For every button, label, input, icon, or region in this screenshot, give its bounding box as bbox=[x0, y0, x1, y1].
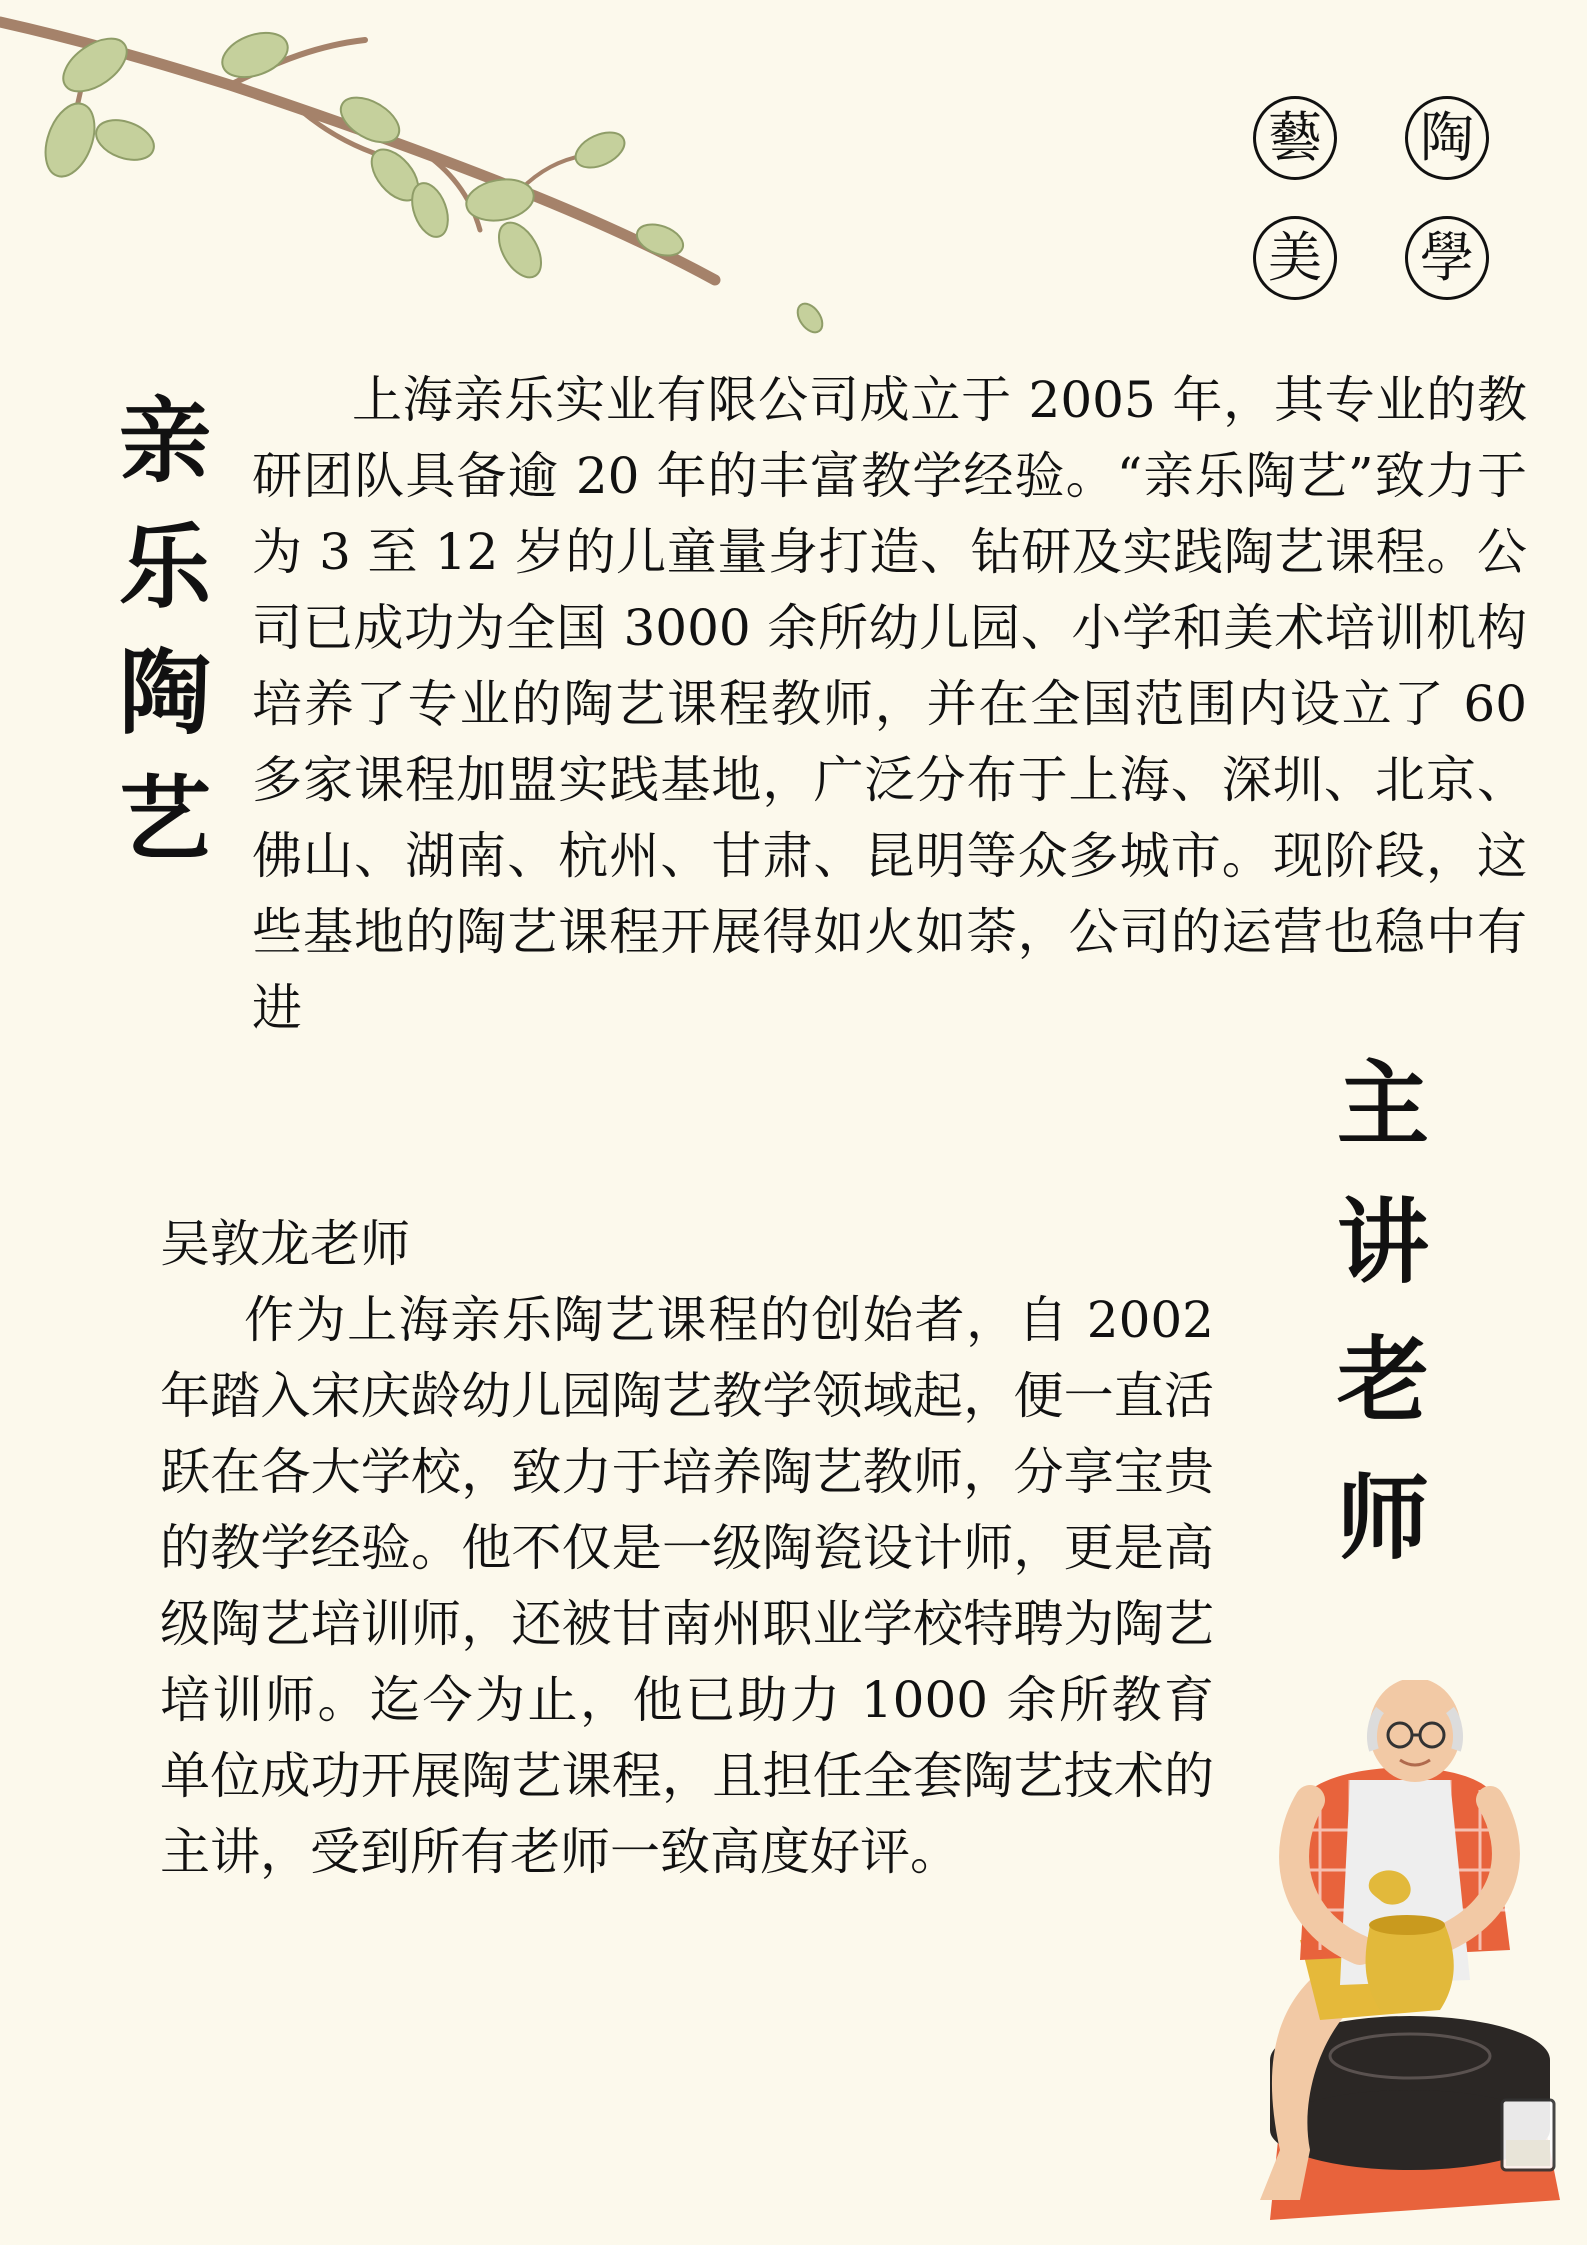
company-intro: 上海亲乐实业有限公司成立于 2005 年，其专业的教研团队具备逾 20 年的丰富教学经验。“亲乐陶艺”致力于为 3 至 12 岁的儿童量身打造、钻研及实践陶艺课程。公司已成功为全国 3000 余所幼儿园、小学和美术培训机构培养了专业的陶艺课程教师，并在全国范围内设立了 60 多家课程加盟实践基地，广泛分布于上海、深圳、北京、佛山、湖南、杭州、甘肃、昆明等众多城市。现阶段，这些基地的陶艺课程开展得如火如荼，公司的运营也稳中有进 bbox=[252, 371, 1527, 1037]
branch-leaves-icon bbox=[0, 0, 840, 340]
seal-char: 陶 bbox=[1405, 96, 1489, 180]
seal-char: 學 bbox=[1405, 216, 1489, 300]
teacher-bio: 作为上海亲乐陶艺课程的创始者，自 2002 年踏入宋庆龄幼儿园陶艺教学领域起，便一直活跃在各大学校，致力于培养陶艺教师，分享宝贵的教学经验。他不仅是一级陶瓷设计师，更是高级陶艺培训师，还被甘南州职业学校特聘为陶艺培训师。迄今为止，他已助力 1000 余所教育单位成功开展陶艺课程，且担任全套陶艺技术的主讲，受到所有老师一致高度好评。 bbox=[160, 1291, 1214, 1881]
company-title: 亲乐陶艺 bbox=[104, 392, 212, 896]
potter-illustration-icon bbox=[1240, 1680, 1570, 2240]
teacher-title: 主讲老师 bbox=[1322, 1055, 1430, 1607]
seal-char: 藝 bbox=[1253, 96, 1337, 180]
teacher-name: 吴敦龙老师 bbox=[160, 1215, 410, 1273]
seal-char: 美 bbox=[1253, 216, 1337, 300]
